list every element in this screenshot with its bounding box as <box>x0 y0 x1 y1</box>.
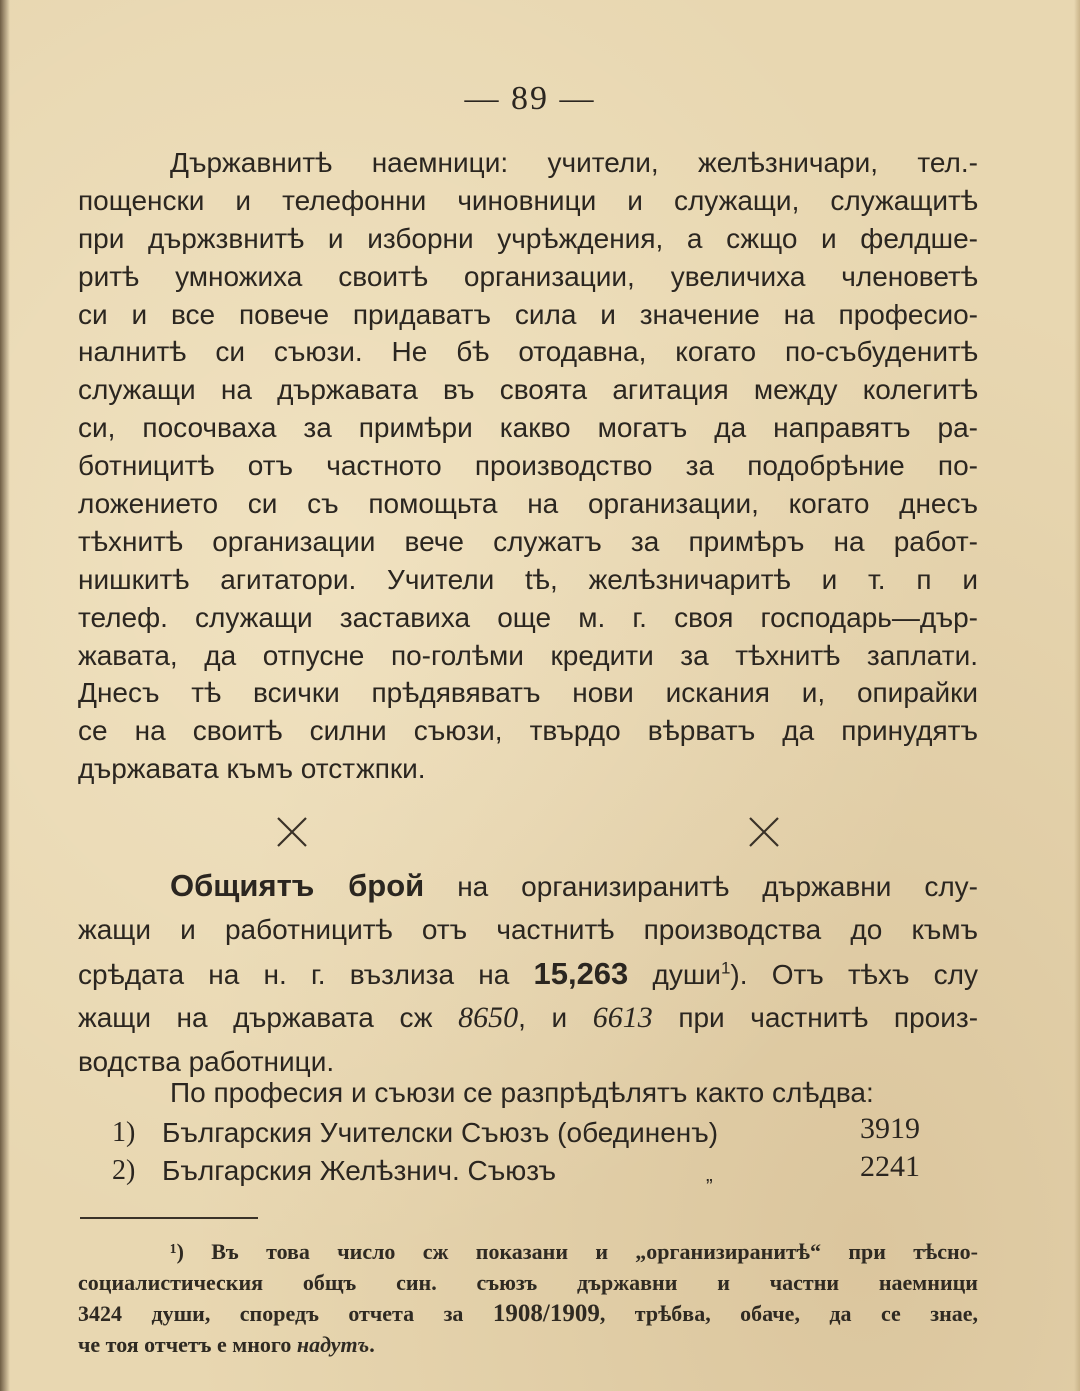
text-span: че тоя отчетъ е много <box>78 1332 292 1357</box>
text-line <box>78 1298 978 1329</box>
text-span <box>297 1332 375 1357</box>
text-span: души <box>652 959 721 990</box>
text-span: жащи на държавата сж <box>78 1002 433 1033</box>
text-span <box>493 1301 978 1326</box>
text-line: налнитѣ си съюзи. Не бѣ отодавна, когато по-събуденитѣ <box>78 336 978 368</box>
footnote-mark: ¹) <box>170 1239 184 1264</box>
text-span: 3424 души, споредъ отчета за <box>78 1301 464 1326</box>
text-span: срѣдата на н. г. възлиза на <box>78 959 510 990</box>
text-line <box>78 1329 978 1360</box>
text-span <box>458 1002 567 1033</box>
text-line: ботницитѣ отъ частното производство за подобрѣние по- <box>78 450 978 482</box>
text-line: жавата, да отпусне по-голѣми кредити за тѣхнитѣ заплати. <box>78 639 978 671</box>
private-worker-count: 6613 <box>592 1001 653 1034</box>
list-item-number: 2) <box>112 1155 136 1186</box>
list-item <box>78 1152 978 1190</box>
text-line: служащи на държавата въ своята агитация между колегитѣ <box>78 374 978 406</box>
union-member-count: 2241 <box>860 1150 920 1183</box>
section-separator-cross-icon <box>272 812 312 852</box>
section-separator-cross-icon <box>744 812 784 852</box>
text-span: Въ това число сж показани и „организиранитѣ“ при тѣсно- <box>211 1239 979 1264</box>
report-year: 1908/1909 <box>492 1300 600 1327</box>
text-line: пощенски и телефонни чиновници и служащи, служащитѣ <box>78 184 978 216</box>
distribution-intro: По професия и съюзи се разпрѣдѣлятъ както слѣдва: <box>170 1077 874 1108</box>
page-number: — 89 — <box>464 80 596 117</box>
text-span: при частнитѣ произ- <box>678 1002 979 1033</box>
text-line: Държавнитѣ наемници: учители, желѣзничари, тел.- <box>170 147 978 178</box>
text-line: ритѣ умножиха своитѣ организации, увеличиха членоветѣ <box>78 260 978 292</box>
text-line: водства работници. <box>78 1046 335 1077</box>
text-line: си и все повече придаватъ сила и значение на професио- <box>78 298 978 330</box>
text-line: социалистическия общъ син. съюзъ държавни и частни наемници <box>78 1270 978 1295</box>
page-edge <box>1074 0 1080 1391</box>
text-line <box>78 952 978 996</box>
paragraph-state-employees <box>78 144 978 788</box>
text-span: , и <box>518 1002 568 1033</box>
state-employee-count: 8650 <box>458 1001 519 1034</box>
text-line: при държзвнитѣ и изборни учрѣждения, а сжщо и фелдше- <box>78 222 978 254</box>
text-line: се на своитѣ силни съюзи, твърдо вѣрватъ да принудятъ <box>78 715 978 747</box>
text-line: Днесъ тѣ всички прѣдявяватъ нови искания и, опирайки <box>78 677 978 709</box>
text-line: си, посочваха за примѣри какво могатъ да направятъ ра- <box>78 412 978 444</box>
footnote-reference: 1 <box>720 958 731 978</box>
text-span: ). Отъ тѣхъ слу <box>730 959 978 990</box>
union-distribution <box>78 1072 978 1190</box>
text-line: жащи и работницитѣ отъ частнитѣ производства до къмъ <box>78 914 978 945</box>
text-line: телеф. служащи заставиха още м. г. своя господарь—дър- <box>78 601 978 633</box>
page-gutter-shadow <box>0 0 10 1391</box>
list-item <box>78 1114 978 1152</box>
union-member-count: 3919 <box>860 1112 920 1145</box>
text-line: държавата къмъ отстжпки. <box>78 753 426 785</box>
emphasized-word: надутъ <box>296 1332 370 1357</box>
list-item-number: 1) <box>112 1117 136 1148</box>
text-line <box>78 864 978 908</box>
text-line: ложението си съ помощьта на организации, когато днесъ <box>78 488 978 520</box>
text-span: , трѣбва, обаче, да се знае, <box>599 1301 979 1326</box>
paragraph-total-count <box>78 864 978 1084</box>
text-line: тѣхнитѣ организации вече служатъ за примѣръ на работ- <box>78 525 978 557</box>
text-line <box>78 996 978 1040</box>
text-line: нишкитѣ агитатори. Учители tѣ, желѣзничаритѣ и т. п и <box>78 563 978 595</box>
text-span <box>652 959 978 990</box>
footnote <box>78 1236 978 1360</box>
text-span: . <box>369 1332 375 1357</box>
union-name: Българския Учителски Съюзъ (обединенъ) <box>162 1117 719 1148</box>
footnote-marker <box>170 1239 978 1264</box>
union-name: Българския Желѣзнич. Съюзъ <box>162 1155 556 1186</box>
text-line <box>78 1236 978 1267</box>
ditto-mark: „ <box>706 1164 713 1186</box>
text-span: на организиранитѣ държавни слу- <box>457 871 978 902</box>
total-count: 15,263 <box>533 956 629 991</box>
footnote-divider <box>80 1217 258 1219</box>
bold-lead-phrase: Общиятъ брой <box>170 868 425 903</box>
